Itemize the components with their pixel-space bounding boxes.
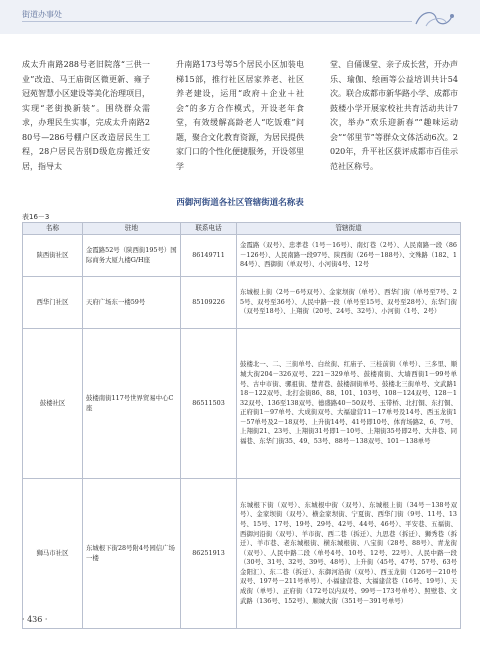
community-phone: 86251913: [181, 479, 237, 629]
running-header: [0, 0, 480, 34]
table-row: [23, 235, 461, 277]
table-row: [23, 329, 461, 479]
community-address: 金霞路52号（陕西街195号）国际商务大厦九楼G/H座: [83, 235, 181, 277]
body-column-2: 升南路173号等5个居民小区加装电梯15部，推行社区居家养老、社区养老建设，运用“政府＋企业＋社会”的多方合作模式，开设老年食堂，有效缓解高龄老人“吃饭难”问题，聚合文化教育资源，为居民提供家门口的个性化便捷服务，开设邻里学: [176, 60, 304, 171]
column-header-streets: 管辖街道: [237, 223, 461, 235]
community-streets: 金霞路（双号）、忠孝巷（1号－16号）、南灯巷（2号）、人民南路一段（86－126号）、人民南路一段97号、陕西街（26号－188号）、文殊路（182、184号）、西御街（单双号）、小河街4号、12号: [237, 235, 461, 277]
community-streets: 东城根下街（双号）、东城根中街（双号）、东城根上街（34号－138号双号）、金家坝街（双号）、横金家坝街、宁夏街、西华门街（9号、11号、13号、15号、17号、19号、29号、42号、44号、46号）、平安巷、五福街、西御河沿街（双号）、羊市街、西二巷（拆迁）、九思巷（拆迁）、狮秀巷（拆迁）、羊市巷、老东城根街、横东城根街、八宝街（28号、88号）、青龙街（双号）、人民中路二段（单号4号、10号、12号、22号）、人民中路一段（30号、31号、32号、39号、48号）、上升街（45号、47号、57号、63号金阳汇）、东二巷（拆迁）、东御河沿街（双号）、西玉龙街（126号－210号双号、197号－211号单号）、小福建营巷、大福建营巷（16号、19号）、天成街（单号）、正府街（172号以内双号、99号－173号单号）、照壁巷、文武路（136号、152号）、顺城大街（351号－391号单号）: [237, 479, 461, 629]
community-name: 狮马市社区: [23, 479, 83, 629]
community-streets: 鼓楼北一、二、三街单号、白丝街、红庙子、三桂前街（单号）、三多里、顺城大街204－326双号、221－329单号、鼓楼南街、大墙西街1－99号单号、古中市街、骡祖街、楚青巷、鼓楼洞街单号、鼓楼北三街单号、文武路118－122双号、北打金街86、88、101、103号、108－124双号、128－132双号、136至138双号、德盛路40－50双号、玉带桥、北打铜、东打铜、正府街1－97单号、大成街双号、大福建营11－17单号及14号、西玉龙街1－57单号及2－18双号、上升街14号、41号即10号、体育场路2、6、7号、上翔街21、23号、上翔街31号即1－10号、上翔街35号即2号、大井巷、同福巷、东华门街35、49、53号、88号－138双号、101－138单号: [237, 329, 461, 479]
table-row: [23, 277, 461, 329]
community-name: 鼓楼社区: [23, 329, 83, 479]
table-row: [23, 479, 461, 629]
table-title: 西御河街道各社区管辖街道名称表: [176, 198, 304, 208]
column-header-phone: 联系电话: [181, 223, 237, 235]
section-label: 街道办事处: [22, 10, 62, 19]
community-address: 东城根下街28号附4号园信广场一楼: [83, 479, 181, 629]
page-number: · 436 ·: [22, 615, 48, 624]
community-phone: 86149711: [181, 235, 237, 277]
swirl-ornament-icon: [412, 6, 458, 30]
community-phone: 86511503: [181, 329, 237, 479]
body-column-1: 成太升南路288号老旧院落“三供一业”改造、马王庙街区微更新、雍子冠苑智慧小区建设等美化治理项目，实现“老街换新装”。围绕群众需求，办理民生实事，完成太升南路280号—286号棚户区改造居民生工程，28户居民告别D级危房搬迁安居，指导太: [22, 60, 150, 171]
header-rule: [22, 21, 412, 22]
body-column-3: 堂、自俑课堂、亲子成长营，开办声乐、瑜伽、绘画等公益培训共计54次。联合成都市新华路小学、成都市鼓楼小学开展家校社共育活动共计7次，举办“欢乐迎新春”“趣味运动会”“邻里节”等群众文体活动6次。2020年，升平社区获评成都市百佳示范社区称号。: [330, 60, 458, 171]
community-name: 西华门社区: [23, 277, 83, 329]
community-streets: 东城根上街（2号－6号双号）、金家坝街（单号）、西华门街（单号至7号、25号、双号至36号）、人民中路一段（单号至15号、双号至28号）、东华门街（双号至18号）、上翔街（20号、24号、32号）、小河街（1号、2号）: [237, 277, 461, 329]
column-header-address: 驻地: [83, 223, 181, 235]
community-address: 鼓楼南街117号世界贸易中心C座: [83, 329, 181, 479]
table-number: 表16－3: [22, 213, 50, 221]
community-name: 陕西街社区: [23, 235, 83, 277]
community-phone: 85109226: [181, 277, 237, 329]
table-header-row: [23, 223, 461, 235]
community-address: 天府广场东一楼59号: [83, 277, 181, 329]
community-streets-table: [22, 222, 461, 629]
column-header-name: 名称: [23, 223, 83, 235]
body-text-columns: [22, 58, 458, 178]
